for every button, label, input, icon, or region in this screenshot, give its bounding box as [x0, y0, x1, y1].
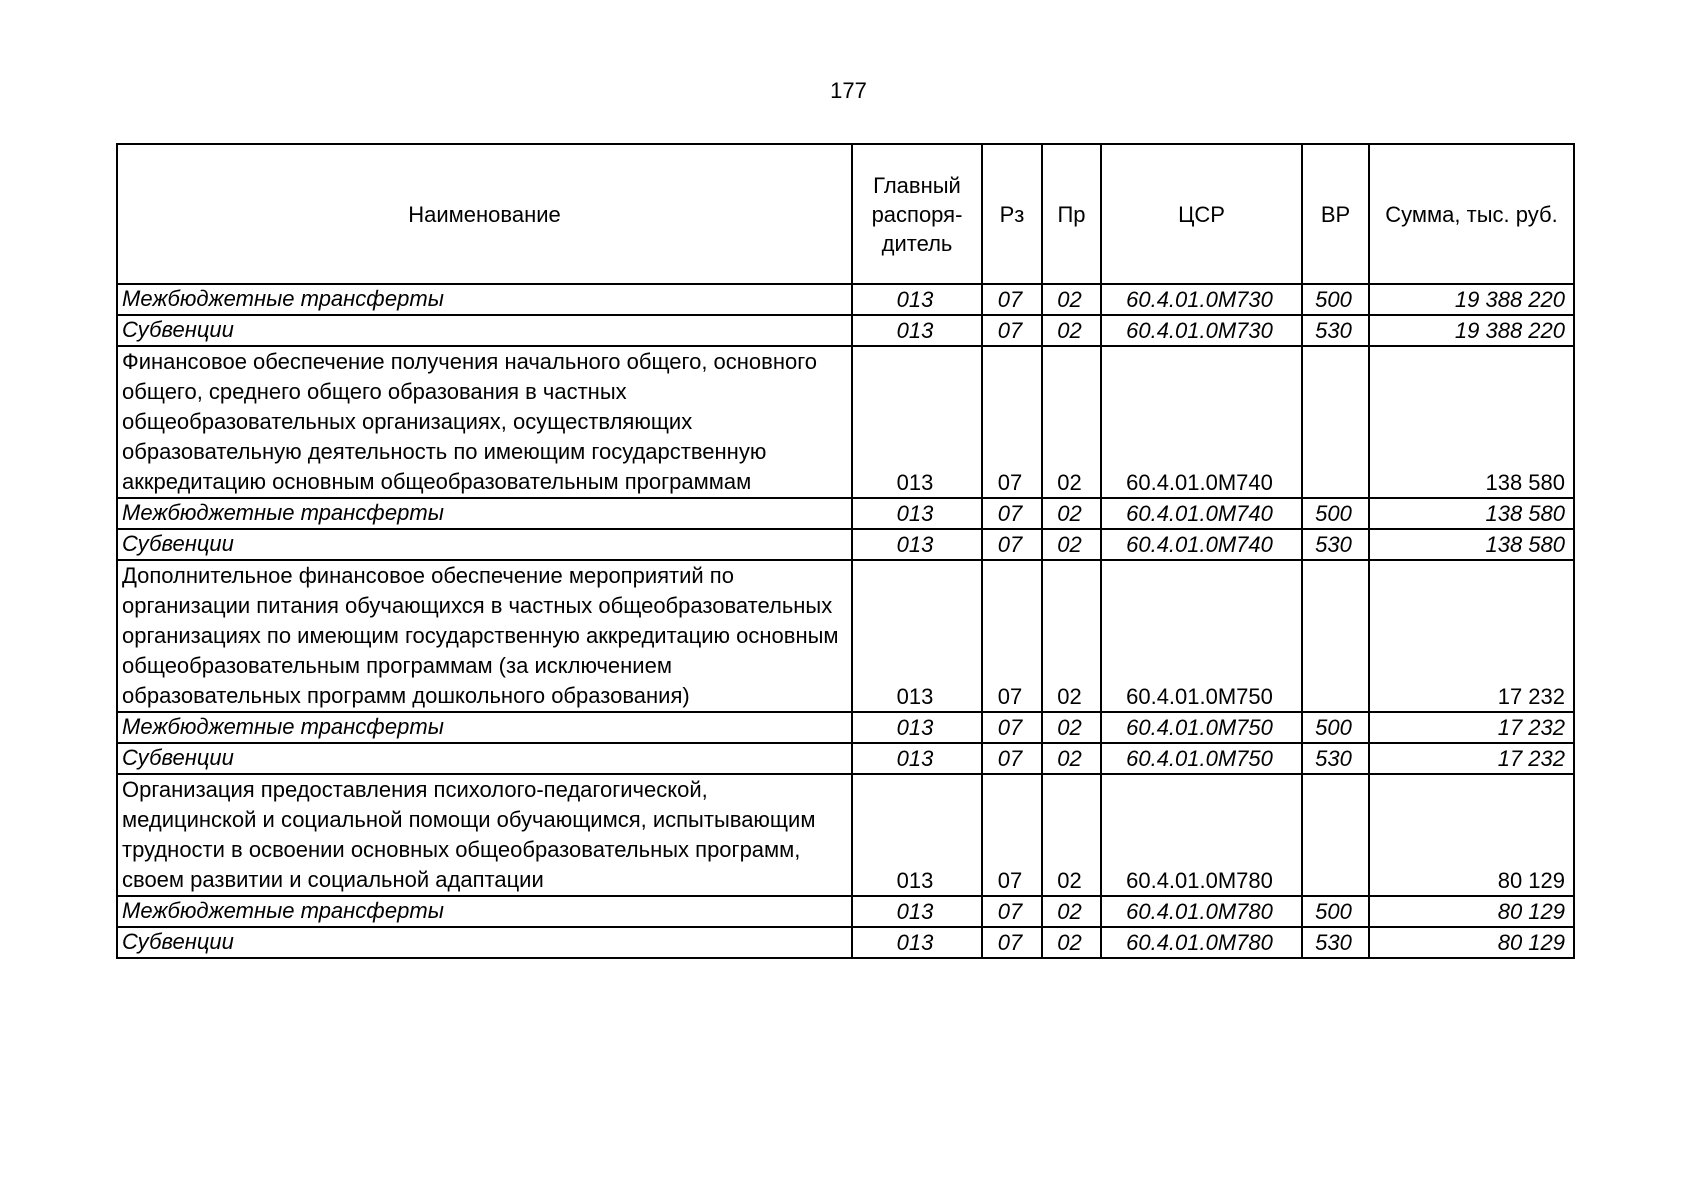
table-row [117, 529, 1574, 560]
table-row [117, 560, 1574, 712]
cell-summa: 17 232 [1369, 712, 1574, 743]
header-csr: ЦСР [1101, 144, 1302, 284]
cell-pr: 02 [1042, 712, 1101, 743]
cell-name: Субвенции [117, 315, 852, 346]
cell-csr: 60.4.01.0M780 [1101, 896, 1302, 927]
cell-pr: 02 [1042, 346, 1101, 498]
cell-pr: 02 [1042, 315, 1101, 346]
cell-rz: 07 [982, 498, 1042, 529]
cell-glavny: 013 [852, 774, 982, 896]
cell-rz: 07 [982, 529, 1042, 560]
cell-rz: 07 [982, 284, 1042, 315]
cell-summa: 80 129 [1369, 774, 1574, 896]
cell-pr: 02 [1042, 529, 1101, 560]
cell-summa: 19 388 220 [1369, 315, 1574, 346]
table-row [117, 498, 1574, 529]
header-glavny: Главный распоря-дитель [852, 144, 982, 284]
cell-rz: 07 [982, 560, 1042, 712]
cell-vr: 530 [1302, 743, 1369, 774]
cell-name: Межбюджетные трансферты [117, 896, 852, 927]
header-rz: Рз [982, 144, 1042, 284]
header-pr: Пр [1042, 144, 1101, 284]
cell-glavny: 013 [852, 560, 982, 712]
cell-rz: 07 [982, 712, 1042, 743]
cell-pr: 02 [1042, 927, 1101, 958]
cell-vr: 500 [1302, 896, 1369, 927]
cell-vr [1302, 346, 1369, 498]
table-row [117, 346, 1574, 498]
cell-summa: 138 580 [1369, 346, 1574, 498]
cell-pr: 02 [1042, 560, 1101, 712]
cell-name: Субвенции [117, 529, 852, 560]
cell-pr: 02 [1042, 896, 1101, 927]
cell-pr: 02 [1042, 743, 1101, 774]
cell-summa: 138 580 [1369, 498, 1574, 529]
table-row [117, 315, 1574, 346]
cell-vr: 530 [1302, 315, 1369, 346]
cell-name: Межбюджетные трансферты [117, 498, 852, 529]
cell-name: Субвенции [117, 743, 852, 774]
cell-name: Дополнительное финансовое обеспечение мероприятий по организации питания обучающихся в частных общеобразовательных организациях по имеющим государственную аккредитацию основным общеобразовательным программам (за исключением образовательных программ дошкольного образования) [117, 560, 852, 712]
table-row [117, 712, 1574, 743]
cell-csr: 60.4.01.0M740 [1101, 346, 1302, 498]
cell-vr: 530 [1302, 927, 1369, 958]
cell-name: Организация предоставления психолого-педагогической, медицинской и социальной помощи обучающимся, испытывающим трудности в освоении основных общеобразовательных программ, своем развитии и социальной адаптации [117, 774, 852, 896]
cell-glavny: 013 [852, 498, 982, 529]
cell-csr: 60.4.01.0M750 [1101, 560, 1302, 712]
cell-pr: 02 [1042, 774, 1101, 896]
cell-csr: 60.4.01.0M780 [1101, 774, 1302, 896]
cell-vr [1302, 560, 1369, 712]
cell-rz: 07 [982, 927, 1042, 958]
cell-csr: 60.4.01.0M780 [1101, 927, 1302, 958]
table-row [117, 927, 1574, 958]
cell-glavny: 013 [852, 896, 982, 927]
header-vr: ВР [1302, 144, 1369, 284]
table-row [117, 284, 1574, 315]
table-header-row [117, 144, 1574, 284]
cell-summa: 17 232 [1369, 560, 1574, 712]
cell-summa: 80 129 [1369, 927, 1574, 958]
cell-rz: 07 [982, 743, 1042, 774]
table-row [117, 743, 1574, 774]
header-name: Наименование [117, 144, 852, 284]
table-row [117, 896, 1574, 927]
cell-csr: 60.4.01.0M740 [1101, 498, 1302, 529]
cell-name: Межбюджетные трансферты [117, 712, 852, 743]
cell-csr: 60.4.01.0M750 [1101, 712, 1302, 743]
cell-csr: 60.4.01.0M750 [1101, 743, 1302, 774]
cell-glavny: 013 [852, 284, 982, 315]
cell-pr: 02 [1042, 284, 1101, 315]
cell-name: Межбюджетные трансферты [117, 284, 852, 315]
cell-pr: 02 [1042, 498, 1101, 529]
cell-csr: 60.4.01.0M730 [1101, 284, 1302, 315]
cell-vr [1302, 774, 1369, 896]
cell-rz: 07 [982, 346, 1042, 498]
cell-csr: 60.4.01.0M730 [1101, 315, 1302, 346]
cell-vr: 500 [1302, 498, 1369, 529]
budget-table [116, 143, 1575, 959]
cell-glavny: 013 [852, 712, 982, 743]
cell-summa: 17 232 [1369, 743, 1574, 774]
cell-rz: 07 [982, 896, 1042, 927]
cell-glavny: 013 [852, 743, 982, 774]
cell-name: Субвенции [117, 927, 852, 958]
header-summa: Сумма, тыс. руб. [1369, 144, 1574, 284]
cell-vr: 500 [1302, 712, 1369, 743]
cell-glavny: 013 [852, 315, 982, 346]
cell-glavny: 013 [852, 927, 982, 958]
cell-summa: 19 388 220 [1369, 284, 1574, 315]
cell-rz: 07 [982, 315, 1042, 346]
cell-name: Финансовое обеспечение получения начального общего, основного общего, среднего общего образования в частных общеобразовательных организациях, осуществляющих образовательную деятельность по имеющим государственную аккредитацию основным общеобразовательным программам [117, 346, 852, 498]
cell-glavny: 013 [852, 529, 982, 560]
cell-summa: 80 129 [1369, 896, 1574, 927]
cell-vr: 500 [1302, 284, 1369, 315]
cell-summa: 138 580 [1369, 529, 1574, 560]
cell-rz: 07 [982, 774, 1042, 896]
cell-glavny: 013 [852, 346, 982, 498]
cell-csr: 60.4.01.0M740 [1101, 529, 1302, 560]
table-row [117, 774, 1574, 896]
page-number: 177 [830, 78, 867, 103]
cell-vr: 530 [1302, 529, 1369, 560]
